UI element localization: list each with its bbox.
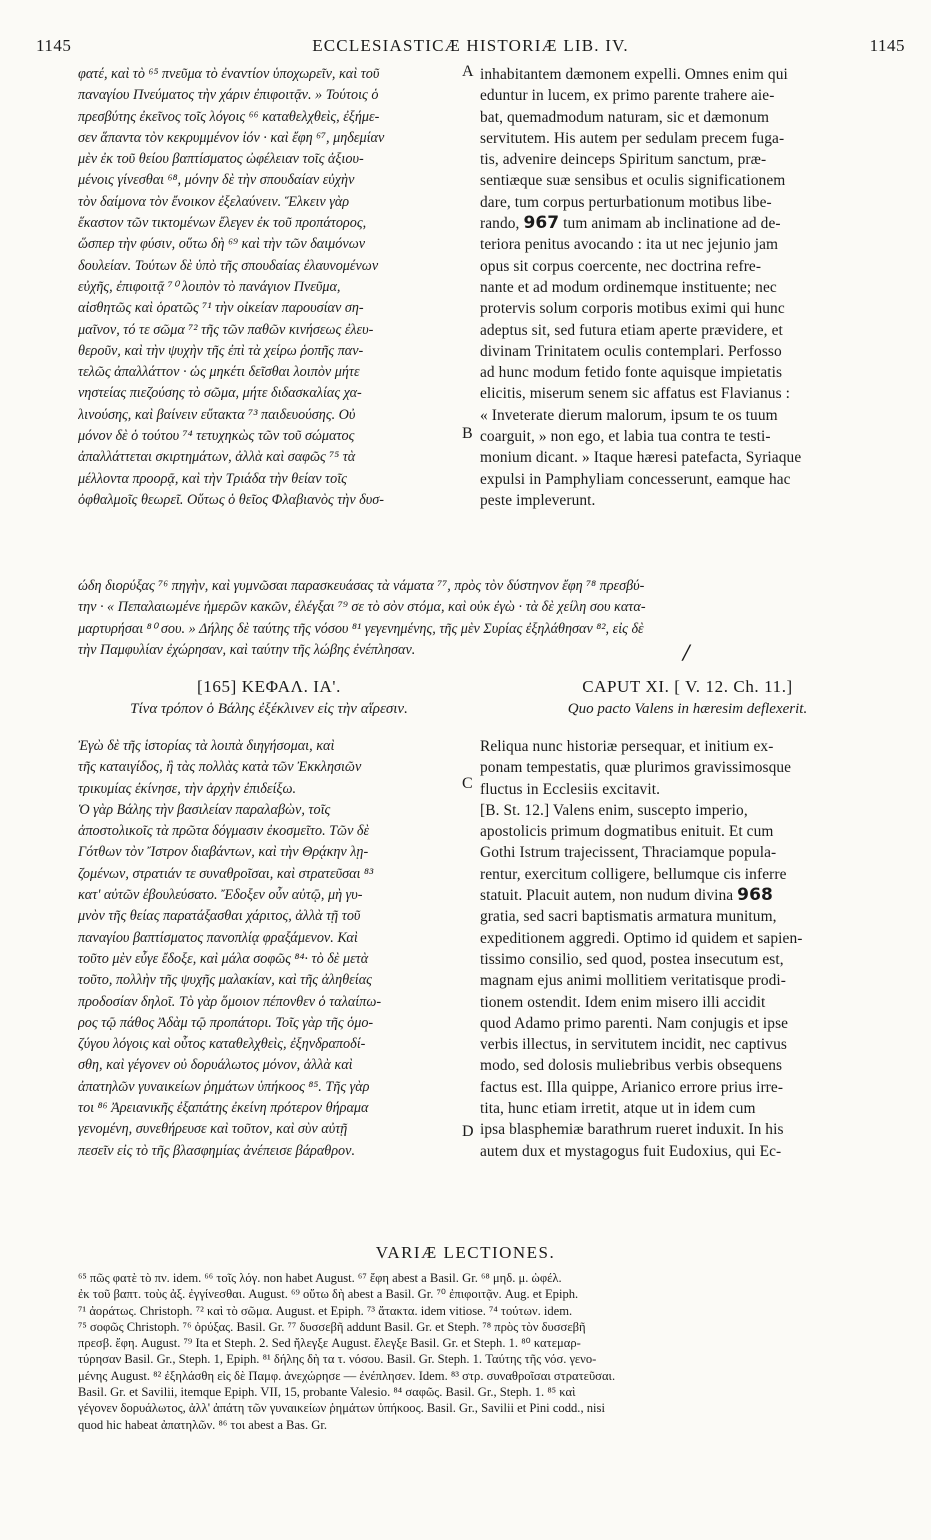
greek-text-line: ζύγου λόγοις καὶ οὗτος καταθελχθεὶς, ἐξηνδραποδί- xyxy=(78,1036,366,1053)
latin-column-top xyxy=(480,64,895,511)
variae-lectiones-notes xyxy=(78,1270,893,1433)
greek-text-line: παναγίου βαπτίσματος πανοπλίᾳ φραξάμενον. Καὶ xyxy=(78,929,358,946)
latin-text-line: autem dux et mystagogus fuit Eudoxius, qui Ec- xyxy=(480,1142,782,1160)
greek-text-line: τῆς καταιγίδος, ἣ τὰς πολλὰς κατὰ τῶν Ἐκκλησιῶν xyxy=(78,759,362,776)
greek-full-width-text xyxy=(78,576,895,661)
greek-text-line: τοῦτο, πολλὴν τῆς ψυχῆς μαλακίαν, καὶ τῆς ἀληθείας xyxy=(78,972,372,989)
latin-text-line: magnam ejus animi mollitiem veritatisque prodi- xyxy=(480,972,787,990)
greek-text-line: προδοσίαν δηλοῖ. Τὸ γὰρ ὅμοιον πέπονθεν ὁ ταλαίπω- xyxy=(78,993,382,1010)
greek-text-line: μαρτυρήσαι ⁸⁰ σου. » Δήλης δὲ ταύτης τῆς νόσου ⁸¹ γεγενημένης, τῆς μὲν Συρίας ἐξηλάθησαν ⁸², εἰς δὲ xyxy=(78,620,644,637)
greek-text-line: μὲν ἐκ τοῦ θείου βαπτίσματος ὠφέλειαν τοῖς ἀξιου- xyxy=(78,151,364,168)
latin-text-line: factus est. Illa quippe, Arianico errore prius irre- xyxy=(480,1078,784,1096)
running-title: ECCLESIASTICÆ HISTORIÆ LIB. IV. xyxy=(312,36,629,55)
column-number: 968 xyxy=(737,885,773,906)
latin-text-line: protervis solum corporis motibus eximi qui hunc xyxy=(480,300,785,318)
footnote-line: ⁶⁵ πῶς φατὲ τὸ πν. idem. ⁶⁶ τοῖς λόγ. non habet August. ⁶⁷ ἔφη abest a Basil. Gr. ⁶⁸ μηδ. μ. ὠφέλ. xyxy=(78,1271,562,1285)
latin-text-line: ipsa blasphemiæ barathrum rueret induxit. In his xyxy=(480,1121,784,1139)
latin-text-line: expeditionem aggredi. Optimo id quidem et sapien- xyxy=(480,929,803,947)
latin-text-line: elicitis, miserum senem sic affatus est Flavianus : xyxy=(480,385,791,403)
column-number: 967 xyxy=(523,213,560,234)
greek-text-line: ζομένων, στρατιάν τε συναθροῖσαι, καὶ στρατεῦσαι ⁸³ xyxy=(78,865,374,882)
latin-text-line: nante et ad modum ordinemque instituente; nec xyxy=(480,278,777,296)
page-number-right: 1145 xyxy=(869,36,905,55)
greek-text-line: σεν ἅπαντα τὸν κεκρυμμένον ἰόν · καὶ ἔφη ⁶⁷, μηδεμίαν xyxy=(78,129,385,146)
margin-marker-a: A xyxy=(462,63,474,80)
greek-text-line: ρος τῷ πάθος Ἀδὰμ τῷ προπάτορι. Τοῖς γὰρ τῆς ὁμο- xyxy=(78,1014,374,1031)
greek-text-line: μνὸν τῆς θείας παρατάξασθαι χάριτος, ἀλλὰ τῇ τοῦ xyxy=(78,908,361,925)
greek-column-top xyxy=(78,64,460,511)
running-header xyxy=(36,36,905,58)
margin-marker-c: C xyxy=(462,775,473,792)
greek-text-line: ὀφθαλμοῖς θεωρεῖ. Οὕτως ὁ θεῖος Φλαβιανὸς τὴν δυσ- xyxy=(78,491,385,508)
latin-text-line: fluctus in Ecclesiis excitavit. xyxy=(480,780,661,798)
greek-text-line: τὴν Παμφυλίαν ἐχώρησαν, καὶ ταύτην τῆς λώβης ἐνέπλησαν. xyxy=(78,641,416,658)
greek-text-line: ἕκαστον τῶν τικτομένων ἔλεγεν ἐκ τοῦ προπάτορος, xyxy=(78,215,367,232)
greek-chapter-title: [165] ΚΕΦΑΛ. ΙΑ'. xyxy=(197,677,341,696)
latin-text-line: expulsi in Pamphyliam concesserunt, eamque hac xyxy=(480,470,791,488)
greek-text-line: τρικυμίας ἐκίνησε, τὴν ἀρχὴν ἐπιδείξω. xyxy=(78,780,297,797)
latin-text-line: apostolicis primum dogmatibus enituit. Et cum xyxy=(480,823,774,841)
greek-text-line: ὥσπερ τὴν φύσιν, οὕτω δὴ ⁶⁹ καὶ τὴν τῶν δαιμόνων xyxy=(78,236,366,253)
latin-text-line: tionem ostendit. Idem enim misero illi accidit xyxy=(480,993,766,1011)
latin-text-line: rentur, exercitum colligere, bellumque cis inferre xyxy=(480,865,787,883)
greek-text-line: νηστείας πιεζούσης τὸ σῶμα, μήτε διδασκαλίας χα- xyxy=(78,385,362,402)
latin-text-line: Reliqua nunc historiæ persequar, et initium ex- xyxy=(480,738,774,755)
greek-text-line: πρεσβύτης ἐκεῖνος τοῖς λόγοις ⁶⁶ καταθελχθεὶς, ἐξήμε- xyxy=(78,108,380,125)
greek-text-line: αἰσθητῶς καὶ ὁρατῶς ⁷¹ τὴν οἰκείαν παρουσίαν ση- xyxy=(78,300,364,317)
greek-text-line: Ἐγὼ δὲ τῆς ἱστορίας τὰ λοιπὰ διηγήσομαι, καὶ xyxy=(78,738,335,754)
latin-text-line: « Inveterate dierum malorum, ipsum te os tuum xyxy=(480,406,778,424)
greek-chapter-body xyxy=(78,736,460,1162)
latin-text-line: tis, advenire deinceps Spiritum sanctum, præ- xyxy=(480,151,767,169)
latin-text-line: quod Adamo primo parenti. Nam conjugis et ipse xyxy=(480,1014,789,1032)
greek-text-line: πεσεῖν εἰς τὸ τῆς βλασφημίας ἀνέπεισε βάραθρον. xyxy=(78,1142,355,1159)
latin-chapter-subtitle: Quo pacto Valens in hæresim deflexerit. xyxy=(567,701,808,717)
greek-text-line: Ὁ γὰρ Βάλης τὴν βασιλείαν παραλαβὼν, τοῖς xyxy=(78,801,331,818)
greek-text-line: φατέ, καὶ τὸ ⁶⁵ πνεῦμα τὸ ἐναντίον ὑποχωρεῖν, καὶ τοῦ xyxy=(78,66,380,82)
footnote-line: ⁷¹ ἀοράτως. Christoph. ⁷² καὶ τὸ σῶμα. August. et Epiph. ⁷³ ἄτακτα. idem vitiose. ⁷⁴ τούτων. idem. xyxy=(78,1303,573,1318)
latin-text-line: servitutem. His autem per sedulam precem fuga- xyxy=(480,129,785,147)
greek-text-line: σθη, καὶ γέγονεν οὐ δορυάλωτος μόνον, ἀλλὰ καὶ xyxy=(78,1057,353,1074)
latin-text-line: coarguit, » non ego, et labia tua contra te testi- xyxy=(480,428,771,446)
latin-text-line: tissimo consilio, sed quod, postea insecutum est, xyxy=(480,950,784,968)
greek-chapter-header xyxy=(78,677,460,718)
greek-text-line: την · « Πεπαλαιωμένε ἡμερῶν κακῶν, ἐλέγξαι ⁷⁹ σε τὸ σὸν στόμα, καὶ οὐκ ἐγὼ · τὰ δὲ χείλη σου κατα- xyxy=(78,599,646,616)
latin-text-line: opus sit corpus coercente, nec doctrina refre- xyxy=(480,257,762,275)
greek-text-line: παναγίου Πνεύματος τὴν χάριν ἐπιφοιτᾷν. » Τούτοις ὁ xyxy=(78,87,379,104)
greek-text-line: κατ' αὐτῶν ἐβουλεύσατο. Ἔδοξεν οὖν αὐτῷ, μὴ γυ- xyxy=(78,887,363,904)
footnote-line: μένης August. ⁸² ἐξηλάσθη εἰς δὲ Παμφ. ἀνεχώρησε — ἐνέπλησεν. Idem. ⁸³ στρ. συναθροῖσαι στρατεῦσαι. xyxy=(78,1368,616,1383)
greek-chapter-subtitle: Τίνα τρόπον ὁ Βάλης ἐξέκλινεν εἰς τὴν αἵρεσιν. xyxy=(130,701,408,717)
footnote-line: γέγονεν δορυάλωτος, ἀλλ' ἀπάτη τῶν γυναικείων ῥημάτων ὑπήκοος. Basil. Gr., Savilii et Pini codd., nisi xyxy=(78,1401,605,1416)
greek-text-line: ἀπατηλῶν γυναικείων ῥημάτων ὑπήκοος ⁸⁵. Τῆς γὰρ xyxy=(78,1078,370,1095)
latin-chapter-body xyxy=(480,736,895,1162)
latin-text-line: sentiæque suæ sensibus et oculis significationem xyxy=(480,172,786,190)
latin-chapter-header xyxy=(480,677,895,718)
latin-text-line: divinam Trinitatem oculis contemplari. Perfosso xyxy=(480,342,782,360)
greek-text-line: τοι ⁸⁶ Ἀρειανικῆς ἐξαπάτης ἐκείνη πρότερον θήραμα xyxy=(78,1100,369,1117)
latin-text-line: monium dicant. » Itaque hæresi patefacta, Syriaque xyxy=(480,449,802,467)
latin-text-line: dare, tum corpus perturbationum motibus libe- xyxy=(480,193,772,211)
greek-text-line: ἀπαλλάττεται σκιρτημάτων, ἀλλὰ καὶ σαφῶς ⁷⁵ τὰ xyxy=(78,449,356,466)
greek-text-line: ἀποστολικοῖς τὰ πρῶτα δόγμασιν ἐκοσμεῖτο. Τῶν δὲ xyxy=(78,823,370,840)
footnote-line: ἐκ τοῦ βαπτ. τοὺς ἀξ. ἐγγίνεσθαι. August. ⁶⁹ οὕτω δὴ abest a Basil. Gr. ⁷⁰ ἐπιφοιτᾷν. Aug. et Epiph. xyxy=(78,1287,579,1302)
footnote-line: πρεσβ. ἔφη. August. ⁷⁹ Ita et Steph. 2. Sed ἤλεγξε August. ἔλεγξε Basil. Gr. et Steph. 1. ⁸⁰ κατεμαρ- xyxy=(78,1336,581,1351)
latin-text-line: tita, hunc etiam irretit, atque ut in idem cum xyxy=(480,1100,756,1118)
latin-text-line: statuit. Placuit autem, non nudum divina 968 xyxy=(480,885,773,906)
latin-text-line: gratia, sed sacri baptismatis armatura munitum, xyxy=(480,908,777,926)
page-number-left: 1145 xyxy=(36,36,72,55)
latin-text-line: bat, quemadmodum naturam, sic et dæmonum xyxy=(480,108,770,126)
latin-text-line: Gothi Istrum trajecissent, Thraciamque popula- xyxy=(480,844,777,862)
latin-text-line: teriora penitus avocando : ita ut nec jejunio jam xyxy=(480,236,779,254)
variae-lectiones-heading: VARIÆ LECTIONES. xyxy=(375,1243,556,1262)
latin-text-line: rando, 967 tum animam ab inclinatione ad de- xyxy=(480,213,781,234)
footnote-line: τύρησαν Basil. Gr., Steph. 1, Epiph. ⁸¹ δήλης δὴ τα τ. νόσου. Basil. Gr. Steph. 1. Ταύτης τῆς νόσ. γενο- xyxy=(78,1352,597,1367)
footnote-line: quod hic habeat ἀπατηλῶν. ⁸⁶ τοι abest a Bas. Gr. xyxy=(78,1417,327,1432)
latin-text-line: inhabitantem dæmonem expelli. Omnes enim qui xyxy=(480,66,788,83)
latin-text-line: verbis illectus, in servitutem incidit, nec captivus xyxy=(480,1036,787,1054)
greek-text-line: μέλλοντα προορᾷ, καὶ τὴν Τριάδα τὴν θείαν τοῖς xyxy=(78,470,347,487)
greek-text-line: εὐχῆς, ἐπιφοιτᾷ ⁷⁰ λοιπὸν τὸ πανάγιον Πνεῦμα, xyxy=(78,278,341,295)
latin-text-line: ad hunc modum fetido fonte aquisque impietatis xyxy=(480,364,783,382)
footnote-line: Basil. Gr. et Savilii, itemque Epiph. VII, 15, probante Valesio. ⁸⁴ σαφῶς. Basil. Gr., Steph. 1. ⁸⁵ καὶ xyxy=(78,1385,576,1400)
greek-text-line: μόνον δὲ ὁ τούτου ⁷⁴ τετυχηκὼς τῶν τοῦ σώματος xyxy=(78,428,355,445)
handwritten-slash-mark: / xyxy=(683,640,690,664)
latin-text-line: ponam tempestatis, quæ plurimos gravissimosque xyxy=(480,759,792,777)
greek-text-line: ώδη διορύξας ⁷⁶ πηγὴν, καὶ γυμνῶσαι παρασκευάσας τὰ νάματα ⁷⁷, πρὸς τὸν δύστηνον ἔφη ⁷⁸ πρεσβύ- xyxy=(78,578,645,594)
footnote-line: ⁷⁵ σοφῶς Christoph. ⁷⁶ ὀρύξας. Basil. Gr. ⁷⁷ δυσσεβῆ addunt Basil. Gr. et Steph. ⁷⁸ πρὸς τὸν δυσσεβῆ xyxy=(78,1319,586,1334)
greek-text-line: δουλείαν. Τούτων δὲ ὑπὸ τῆς σπουδαίας ἐλαυνομένων xyxy=(78,257,379,274)
greek-text-line: γενομένη, συνεθήρευσε καὶ τοῦτον, καὶ σὺν αὐτῇ xyxy=(78,1121,348,1138)
greek-text-line: τελῶς ἀπαλλάττον · ὡς μηκέτι δεῖσθαι λοιπὸν μήτε xyxy=(78,364,360,381)
greek-text-line: τοῦτο μὲν εὖγε ἔδοξε, καὶ μάλα σοφῶς ⁸⁴· τὸ δὲ μετὰ xyxy=(78,950,369,967)
margin-marker-d: D xyxy=(462,1123,474,1140)
greek-text-line: Γότθων τὸν Ἴστρον διαβάντων, καὶ τὴν Θρᾴκην λῃ- xyxy=(78,844,369,861)
latin-text-line: modo, sed dolosis muliebribus verbis obsequens xyxy=(480,1057,783,1075)
margin-marker-b: B xyxy=(462,425,473,442)
latin-text-line: peste impleverunt. xyxy=(480,491,596,509)
latin-text-line: adeptus sit, sed futura etiam aperte prævidere, et xyxy=(480,321,783,339)
greek-text-line: μένοις γίνεσθαι ⁶⁸, μόνην δὲ τὴν σπουδαίαν εὐχὴν xyxy=(78,172,355,189)
greek-text-line: τὸν δαίμονα τὸν ἔνοικον ἐξελαύνειν. Ἕλκειν γὰρ xyxy=(78,193,350,210)
greek-text-line: θεροῦν, καὶ τὴν ψυχὴν τῆς ἐπὶ τὰ χείρω ῥοπῆς παν- xyxy=(78,342,364,359)
latin-chapter-title: CAPUT XI. [ V. 12. Ch. 11.] xyxy=(582,677,793,696)
latin-text-line: [B. St. 12.] Valens enim, suscepto imperio, xyxy=(480,801,748,819)
greek-text-line: λινούσης, καὶ βαίνειν εὔτακτα ⁷³ παιδευούσης. Οὐ xyxy=(78,406,356,423)
latin-text-line: eduntur in lucem, ex primo parente trahere aie- xyxy=(480,87,775,105)
greek-text-line: μαῖνον, τό τε σῶμα ⁷² τῆς τῶν παθῶν κινήσεως ἐλευ- xyxy=(78,321,374,338)
